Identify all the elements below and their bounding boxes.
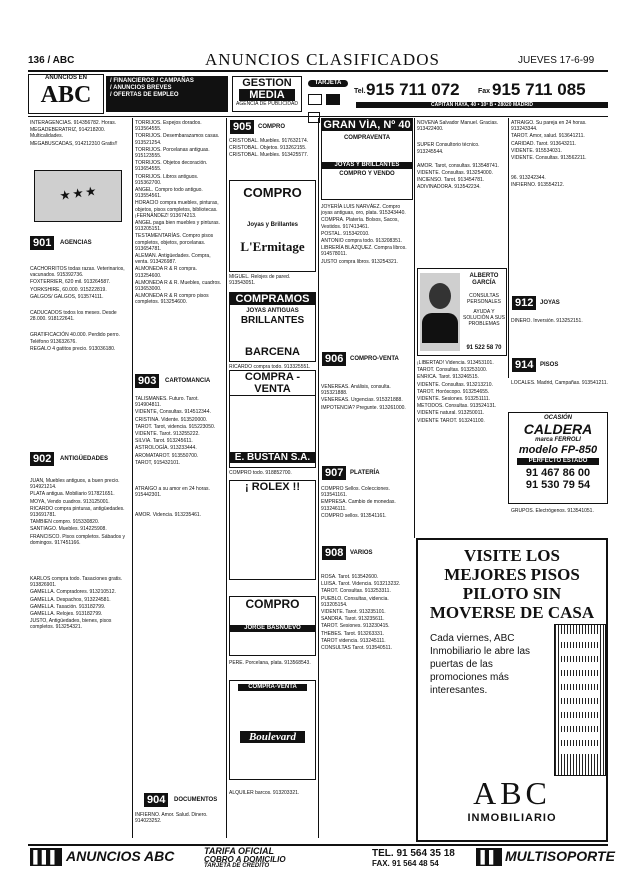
footer-tel: TEL. 91 564 35 18 bbox=[372, 848, 455, 859]
alberto-line2: AYUDA Y SOLUCIÓN A SUS PROBLEMAS bbox=[463, 309, 505, 328]
column-1-antiques bbox=[30, 478, 130, 632]
caldera-line4: modelo FP-850 bbox=[518, 444, 598, 456]
classified-ad: PLATA antigua. Mobiliario 917821651. bbox=[30, 491, 115, 498]
classified-ad: CADUCADOS todos los meses. Desde 28.000. 918122641. bbox=[30, 310, 117, 323]
classified-ad: GAMELLA. Relojes. 913182799. bbox=[30, 611, 103, 618]
classified-ad: SANTIAGO. Muebles. 914225908. bbox=[30, 526, 107, 533]
classified-ad: GAMELLA. Tasación. 913182799. bbox=[30, 603, 106, 610]
column-4-mid2 bbox=[321, 486, 413, 520]
column-2-bottom bbox=[135, 812, 224, 824]
classified-ad: NOVENA Salvador Manuel. Gracias. 913422400. bbox=[417, 120, 499, 133]
column-3-mid4 bbox=[229, 660, 317, 666]
classified-ad: LOCALES. Madrid, Campañas. 913541211. bbox=[511, 380, 608, 386]
classified-ad: CRISTOBAL. Muebles. 913425577. bbox=[229, 152, 309, 159]
classified-ad: TAROT. Tarot, videncia. 915223050. bbox=[135, 423, 216, 430]
classified-ad: VIDENTE. Tarot. 913235101. bbox=[321, 609, 386, 616]
caldera-phone-1: 91 467 86 00 bbox=[525, 467, 591, 479]
classified-ad: EMPRESA. Cambio de monedas. 913246111. bbox=[321, 499, 396, 512]
classified-ad: LUISA. Tarot. Videncia. 913213232. bbox=[321, 581, 401, 588]
classified-ad: ASTROLOGÍA. 913233444. bbox=[135, 445, 197, 452]
classified-ad: GAMELLA. Despachos, 913224581. bbox=[30, 596, 111, 603]
classified-ad: VIDENTE natural. 913250011. bbox=[417, 410, 485, 417]
classified-ad: VENEREAS. Análisis, consulta. 915321888. bbox=[321, 384, 391, 397]
classified-ad: GRATIFICACIÓN 40.000. Perdido perro. Teléfono 913632676. bbox=[30, 332, 120, 345]
section-912: 912 bbox=[512, 296, 536, 310]
column-5-lower bbox=[417, 360, 507, 425]
classified-ad: ALMONEDA R & R compra. 913254600. bbox=[135, 266, 197, 279]
classified-ad: AROMATAROT. 913550700. bbox=[135, 452, 199, 459]
banner-items bbox=[106, 76, 228, 112]
classified-ad: TAROT. Amor, salud. 913641211. bbox=[511, 133, 585, 140]
gestion-top: GESTION bbox=[242, 77, 292, 89]
section-905: 905 bbox=[230, 120, 254, 134]
column-4 bbox=[321, 204, 413, 266]
classified-ad: CACHORRITOS todas razas. Veterinarios, vacunados. 915392736. bbox=[30, 266, 125, 279]
compraventa2-title: COMPRA-VENTA bbox=[238, 684, 307, 691]
banner-phone-2: 915 711 085 bbox=[492, 80, 586, 99]
classified-ad: ANTONIO compra todo. 913208351. bbox=[321, 238, 403, 245]
classified-ad: AMOR. Tarot, consultas. 913548741. bbox=[417, 162, 499, 169]
classified-ad: VIDENTE. Tarot. 913255222. bbox=[135, 431, 200, 438]
classified-ad: MEGADEBERATRIZ, 914218200. Multicalidades. bbox=[30, 127, 106, 140]
classified-ad: ROSA. Tarot. 913542600. bbox=[321, 574, 379, 580]
column-3-mid bbox=[229, 274, 317, 287]
banner-abc-line1: ANUNCIOS EN bbox=[44, 75, 87, 81]
classified-ad: REGALO 4 gatitos precio. 913036180. bbox=[30, 345, 116, 352]
column-2-lower bbox=[135, 396, 224, 520]
column-1 bbox=[30, 120, 130, 148]
classified-ad: COMPRA. Platería. Bolsos, Sacos, Vestidos. 917413461. bbox=[321, 217, 399, 230]
classified-ad: PERE. Porcelana, plata. 913568543. bbox=[229, 660, 311, 666]
classified-ad: MEGABUSCADAS, 914212310 Gratis!! bbox=[30, 140, 118, 147]
classified-ad: CONSULTAS Tarot. 913540511. bbox=[321, 645, 393, 652]
section-908: 908 bbox=[322, 546, 346, 560]
compro-line2: L'Ermitage bbox=[240, 239, 305, 254]
section-902: 902 bbox=[30, 452, 54, 466]
compro-title: COMPRO bbox=[243, 185, 302, 200]
card-icon bbox=[308, 94, 322, 105]
classified-ad: AMOR. Videncia. 913235461. bbox=[135, 512, 202, 519]
alberto-name: ALBERTO GARCÍA bbox=[469, 273, 499, 286]
classified-ad: CRISTOBAL. Muebles. 917632174. bbox=[229, 138, 309, 144]
window-grid bbox=[560, 634, 598, 754]
classified-ad: TAROT videncia. 913245111. bbox=[321, 637, 386, 644]
classified-ad: ATRAIGO a su amor en 24 horas. 915442301. bbox=[135, 486, 210, 499]
compraventa-title: COMPRA - VENTA bbox=[230, 371, 315, 396]
classified-ad: SUPER Consultorio técnico. 913245544. bbox=[417, 142, 480, 155]
classified-ad: ANGEL. Compro todo antiguo. 913554561. bbox=[135, 187, 203, 200]
classified-ad: METODOS. Consultas. 913524131. bbox=[417, 403, 497, 410]
column-2 bbox=[135, 120, 224, 307]
classified-ad: ANGEL paga bien muebles y pinturas. 913205151. bbox=[135, 220, 220, 233]
banner-rule bbox=[28, 116, 608, 117]
column-4-lower bbox=[321, 574, 413, 652]
pisos-line2: MEJORES PISOS bbox=[444, 565, 580, 584]
page-title: ANUNCIOS CLASIFICADOS bbox=[205, 50, 440, 69]
classified-ad: CRISTOBAL. Objetos. 913262155. bbox=[229, 145, 307, 152]
footer-right-box bbox=[476, 848, 502, 866]
section-902-label: ANTIGÜEDADES bbox=[60, 456, 109, 462]
classified-ad: IMPOTENCIA? Pregunte. 913261000. bbox=[321, 404, 406, 411]
classified-ad: TAROT. Consultas. 913253100. bbox=[417, 367, 488, 374]
banner-item: / OFERTAS DE EMPLEO bbox=[110, 92, 179, 98]
classified-ad: SILVIA. Tarot. 913245611. bbox=[135, 438, 193, 445]
rolex-ad bbox=[229, 480, 316, 580]
classified-ad: TESTAMENTARÍAS. Compro pisos completos, objetos, porcelanas. 913654781. bbox=[135, 233, 214, 252]
rolex-title: ¡ ROLEX !! bbox=[245, 481, 300, 493]
column-6-mid bbox=[511, 318, 608, 324]
classified-ad: TAROT, 915432101. bbox=[135, 459, 181, 466]
column-5 bbox=[417, 120, 507, 192]
classified-ad: MIGUEL. Relojes de pared. 913543051. bbox=[229, 274, 291, 287]
compraventa2-line1: Boulevard bbox=[240, 731, 305, 743]
granvia-title: GRAN VÍA, Nº 40 bbox=[323, 119, 411, 131]
classified-ad: PUEBLO. Consultas, videncia. 913205154. bbox=[321, 595, 389, 608]
classified-ad: ENRICA. Tarot. 913246515. bbox=[417, 374, 479, 381]
classified-ad: ¡LIBERTAD! Videncia. 913453101. bbox=[417, 360, 494, 366]
section-901: 901 bbox=[30, 236, 54, 250]
caldera-line1: OCASIÓN bbox=[543, 415, 572, 421]
pisos-logo: ABC bbox=[473, 775, 551, 811]
pisos-line4: MOVERSE DE CASA bbox=[429, 603, 595, 622]
column-3-mid3 bbox=[229, 470, 317, 476]
classified-ad: VIDENTE. Sesiones. 913251111. bbox=[417, 396, 491, 403]
compraventa-bustan-ad bbox=[229, 370, 316, 468]
classified-ad: JUAN, Muebles antiguos, a buen precio. 914921214. bbox=[30, 478, 120, 491]
banner-abc-logo: ABC bbox=[40, 82, 92, 108]
classified-ad: ATRAIGO. Su pareja en 24 horas. 913243344. bbox=[511, 120, 587, 133]
column-6-lower bbox=[511, 380, 608, 386]
col-rule bbox=[132, 118, 133, 838]
caldera-line3: marca FERROLI bbox=[535, 437, 581, 443]
col-rule bbox=[414, 118, 415, 538]
classified-ad: HORACIO compra muebles, pinturas, objetos, pisos completos, bibliotecas. ¡FERNÁNDEZ! 913674213. bbox=[135, 200, 219, 219]
phone-prefix-2: Fax bbox=[478, 88, 491, 95]
compramos-line3: BARCENA bbox=[245, 346, 300, 358]
section-903: 903 bbox=[135, 374, 159, 388]
column-3-bottom bbox=[229, 790, 317, 796]
classified-ad: TORRIJOS. Libros antiguos. 915362700. bbox=[135, 173, 199, 186]
section-906: 906 bbox=[322, 352, 346, 366]
banner-abc-box bbox=[28, 74, 104, 114]
banner-phone-1: 915 711 072 bbox=[366, 80, 460, 99]
compramos-title: COMPRAMOS bbox=[230, 293, 315, 305]
classified-ad: TORRIJOS. Porcelanas antiguas. 915123555. bbox=[135, 146, 210, 160]
classified-ad: FOXTERRIER, 620 mil. 913264587. bbox=[30, 279, 111, 286]
classified-ad: CRISTINA. Vidente. 913520000. bbox=[135, 416, 208, 423]
classified-ad: GRUPOS. Electrógenos. 913541051. bbox=[511, 508, 594, 514]
granvia-ad bbox=[321, 118, 413, 200]
footer-mid-3: TARJETA DE CRÉDITO bbox=[204, 863, 270, 869]
classified-ad: TORRIJOS. Desembarazamos casas. 913521254. bbox=[135, 133, 220, 146]
caldera-line5: PERFECTO ESTADO bbox=[517, 458, 599, 465]
pisos-line1: VISITE LOS bbox=[464, 546, 560, 565]
banner-address: CAPITÁN HAYA, 40 • 10ª B • 28020 MADRID bbox=[356, 102, 608, 108]
classified-ad: VIDENTE. 915534031. bbox=[511, 147, 562, 154]
section-912-label: JOYAS bbox=[540, 300, 560, 306]
page-number: 136 / ABC bbox=[28, 55, 75, 66]
classified-ad: TAROT. Sesiones. 913230415. bbox=[321, 623, 390, 630]
footer-right-icon: ▌▌ bbox=[480, 850, 498, 864]
classified-ad: TORRIJOS. Espejos dorados. 913564555. bbox=[135, 120, 202, 133]
classified-ad: 96. 913242344. bbox=[511, 175, 546, 182]
compraventa-line1: E. BUSTAN S.A. bbox=[230, 452, 315, 463]
compro-basnuevo-ad bbox=[229, 596, 316, 656]
classified-ad: JOYERÍA LUIS NARVÁEZ. Compro joyas antiguas, oro, plata. 915343440. bbox=[321, 204, 406, 217]
abc-inmobiliario-ad bbox=[416, 538, 608, 842]
phone-prefix-1: Tel. bbox=[354, 88, 366, 95]
section-904: 904 bbox=[144, 793, 168, 807]
classified-ad: GAMELLA. Compradores. 913210512. bbox=[30, 589, 116, 596]
classified-ad: TALISMANES. Futuro. Tarot. 914904811. bbox=[135, 396, 199, 409]
classified-ad: POSTAL. 915342010. bbox=[321, 230, 370, 237]
classified-ad: TORRIJOS. Objetos decoración. 913654555. bbox=[135, 160, 208, 173]
column-3 bbox=[229, 138, 317, 160]
section-907-label: PLATERÍA bbox=[350, 470, 380, 476]
classified-ad: RICARDO compra pinturas, antigüedades. 913691781. bbox=[30, 505, 125, 519]
granvia-line3: COMPRO Y VENDO bbox=[339, 171, 395, 177]
classified-ad: TAMBIEN compro. 915330820. bbox=[30, 519, 100, 526]
compro-line1: Joyas y Brillantes bbox=[246, 222, 299, 228]
classified-ad: VIDENTE. Consultas. 913213210. bbox=[417, 381, 493, 388]
section-906-label: COMPRO-VENTA bbox=[350, 356, 399, 362]
column-4-mid bbox=[321, 384, 413, 412]
section-901-label: AGENCIAS bbox=[60, 240, 92, 246]
column-6-bottom bbox=[511, 508, 608, 514]
classified-ad: INTERAGENCIAS. 914356782. Horas. bbox=[30, 120, 117, 126]
pisos-body: Cada viernes, ABC Inmobiliario le abre las puertas de las promociones más interesantes. bbox=[430, 633, 531, 696]
section-904-label: DOCUMENTOS bbox=[174, 797, 218, 803]
classified-ad: JUSTO, Antigüedades, bienes, pisos completos. 913254321. bbox=[30, 618, 112, 631]
classified-ad: VENEREAS. Urgencias. 915321888. bbox=[321, 397, 403, 404]
caldera-line2: CALDERA bbox=[523, 421, 593, 437]
classified-ad: TAROT. Consultas. 913253311. bbox=[321, 588, 391, 595]
footer-fax: FAX. 91 564 48 54 bbox=[372, 859, 439, 868]
footer-mid-1: TARIFA OFICIAL bbox=[204, 846, 274, 856]
classified-ad: KARLOS compra todo. Tasaciones gratis. 913826901. bbox=[30, 576, 123, 589]
footer-rule bbox=[28, 844, 608, 846]
classified-ad: VIDENTE TAROT. 913241100. bbox=[417, 417, 485, 424]
section-914: 914 bbox=[512, 358, 536, 372]
footer-mid-2: COBRO A DOMICILIO bbox=[204, 855, 286, 864]
section-903-label: CARTOMANCIA bbox=[165, 378, 211, 384]
classified-ad: ADIVINADORA. 913542234. bbox=[417, 184, 481, 191]
compramos-line2: BRILLANTES bbox=[240, 315, 305, 326]
column-1-lower bbox=[30, 266, 130, 353]
classified-ad: ALMONEDA R & R. Muebles, cuadros. 913653000. bbox=[135, 279, 222, 293]
section-907: 907 bbox=[322, 466, 346, 480]
classified-ad: FRANCISCO. Pisos completos. Sábados y domingos. 917451166. bbox=[30, 533, 126, 546]
classified-ad: YORKSHIRE, 60.000. 915222819. bbox=[30, 286, 107, 293]
classified-ad: VIDENTE, Consultas. 914512344. bbox=[135, 409, 211, 416]
footer-number-box bbox=[30, 848, 62, 866]
banner-item: / FINANCIEROS / CAMPAÑAS bbox=[110, 78, 194, 84]
compro-ermitage-ad bbox=[229, 180, 316, 272]
granvia-line1: COMPRAVENTA bbox=[343, 135, 391, 141]
pisos-logo-sub: INMOBILIARIO bbox=[467, 812, 557, 824]
footer-left: ANUNCIOS ABC bbox=[66, 848, 175, 864]
card-icons bbox=[308, 92, 348, 104]
compramos-line1: JOYAS ANTIGUAS bbox=[246, 308, 299, 314]
section-905-label: COMPRO bbox=[258, 124, 285, 130]
footer-right: MULTISOPORTE bbox=[505, 848, 615, 864]
classified-ad: COMPRO sellos. 913541161. bbox=[321, 512, 387, 519]
classified-ad: CARIDAD. Tarot. 913643211. bbox=[511, 140, 577, 147]
classified-ad: MOYA, Vendo cuadros. 913125001. bbox=[30, 498, 110, 505]
classified-ad: GALGOS/ GALGOS, 913574111. bbox=[30, 293, 104, 300]
person-icon bbox=[429, 283, 451, 309]
column-6 bbox=[511, 120, 608, 190]
alberto-phone: 91 522 58 70 bbox=[466, 345, 502, 351]
classified-ad: LIBRERÍA BLÁZQUEZ. Compra libros. 914578011. bbox=[321, 245, 407, 258]
alberto-line1: CONSULTAS PERSONALES bbox=[467, 293, 501, 306]
col-rule bbox=[508, 118, 509, 378]
classified-ad: ALMONEDA R & R compro pisos completos. 913254600. bbox=[135, 293, 209, 306]
classified-ad: DINERO. Inversión. 913252151. bbox=[511, 318, 583, 324]
classified-ad: INFIERNO. 913554212. bbox=[511, 182, 565, 189]
gestion-media-logo bbox=[232, 76, 302, 112]
classified-ad: TAROT. Horóscopo. 913254655. bbox=[417, 388, 490, 395]
classified-ad: THEBES. Tarot. 913263331. bbox=[321, 630, 385, 637]
stars-graphic bbox=[34, 170, 122, 222]
header-rule bbox=[28, 70, 608, 72]
col-rule bbox=[318, 118, 319, 838]
classified-ad: JUSTO compra libros. 913254321. bbox=[321, 258, 398, 265]
classified-ad: SANDRA. Tarot. 913235611. bbox=[321, 616, 385, 623]
caldera-phone-2: 91 530 79 54 bbox=[525, 479, 591, 491]
page-date: JUEVES 17-6-99 bbox=[518, 55, 595, 66]
classified-ad: VIDENTE. Consultas. 913562211. bbox=[511, 155, 587, 162]
classified-ad: INFIERNO. Amor. Salud. Dinero. 914023252. bbox=[135, 812, 208, 825]
classified-ad: RICARDO compra todo. 913325551. bbox=[229, 364, 311, 370]
compraventa-boulevard-ad bbox=[229, 680, 316, 780]
gestion-sub: AGENCIA DE PUBLICIDAD bbox=[236, 101, 298, 107]
section-914-label: PISOS bbox=[540, 362, 559, 368]
classified-ad: COMPRO Sellos. Colecciones. 913541161. bbox=[321, 486, 390, 499]
granvia-line2: JOYAS Y BRILLANTES bbox=[322, 162, 412, 169]
footer-number-icon: ▌▌▌ bbox=[33, 850, 59, 864]
pisos-line3: PILOTO SIN bbox=[462, 584, 562, 603]
compro2-line1: JORGE BASNUEVO bbox=[230, 625, 315, 632]
classified-ad: VIDENTE. Consultas. 913254000. bbox=[417, 170, 493, 177]
classified-ad: COMPRO todo. 918852700. bbox=[229, 470, 292, 476]
person-body bbox=[422, 313, 458, 343]
section-908-label: VARIOS bbox=[350, 550, 373, 556]
compro2-title: COMPRO bbox=[245, 597, 300, 611]
card-icon bbox=[326, 94, 340, 105]
classified-ad: ALEMAN. Antigüedades. Compra, venta. 913426987. bbox=[135, 253, 211, 266]
tarjeta-badge: TARJETA bbox=[308, 80, 348, 87]
stars-graphic-label: ★ ★ ★ bbox=[59, 185, 97, 203]
gestion-bottom: MEDIA bbox=[239, 89, 295, 101]
caldera-ferroli-ad bbox=[508, 412, 608, 504]
classified-ad: ALQUILER barcos. 913203321. bbox=[229, 790, 300, 796]
col-rule bbox=[226, 118, 227, 838]
banner-item: / ANUNCIOS BREVES bbox=[110, 85, 172, 91]
alberto-garcia-ad bbox=[417, 268, 507, 356]
alberto-photo bbox=[420, 273, 460, 351]
compramos-ad bbox=[229, 292, 316, 362]
classified-ad: INCIENSO. Tarot. 913454781. bbox=[417, 177, 485, 184]
